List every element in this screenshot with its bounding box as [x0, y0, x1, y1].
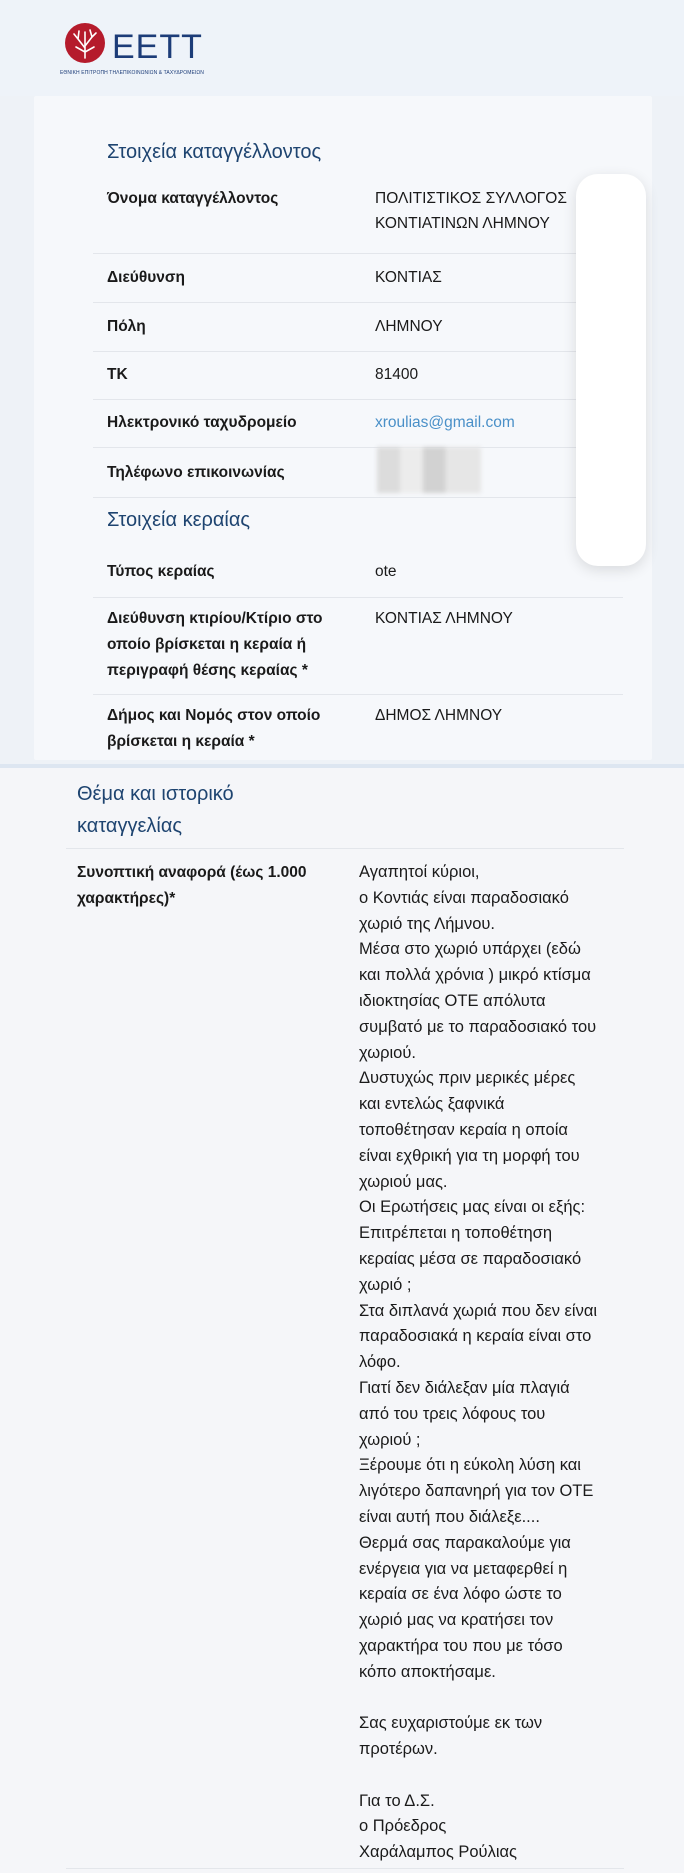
- row-antenna-address: [93, 598, 623, 695]
- antenna-section-title: Στοιχεία κεραίας: [107, 509, 251, 531]
- logo-subtitle: ΕΘΝΙΚΗ ΕΠΙΤΡΟΠΗ ΤΗΛΕΠΙΚΟΙΝΩΝΙΩΝ & ΤΑΧΥΔΡΟΜΕΙΩΝ: [60, 70, 204, 76]
- complaint-subject-card: [0, 764, 684, 1873]
- value-line: ΚΟΝΤΙΑΤΙΝΩΝ ΛΗΜΝΟΥ: [375, 215, 550, 232]
- logo-text: ΕΕΤΤ: [112, 28, 203, 66]
- row-complainant-name: [93, 184, 623, 254]
- row-value: ote: [375, 563, 397, 580]
- label-line: περιγραφή θέσης κεραίας *: [107, 662, 308, 679]
- row-value: ΛΗΜΝΟΥ: [375, 318, 443, 335]
- label-line: βρίσκεται η κεραία *: [107, 733, 255, 750]
- row-label: Τηλέφωνο επικοινωνίας: [107, 464, 285, 481]
- summary-line: παραδοσιακά η κεραία είναι στο: [359, 1327, 592, 1346]
- summary-line: Δυστυχώς πριν μερικές μέρες: [359, 1069, 576, 1088]
- summary-line: Μέσα στο χωριό υπάρχει (εδώ: [359, 940, 581, 959]
- summary-line: [359, 1763, 629, 1789]
- summary-text: [359, 860, 629, 1866]
- summary-line: χωριού ;: [359, 1430, 421, 1449]
- eett-logo[interactable]: [60, 20, 210, 82]
- summary-line: λιγότερο δαπανηρή για τον ΟΤΕ: [359, 1482, 594, 1501]
- row-value: ΚΟΝΤΙΑΣ ΛΗΜΝΟΥ: [375, 610, 513, 627]
- summary-line: τοποθέτησαν κεραία η οποία: [359, 1120, 568, 1139]
- row-label: [107, 606, 347, 684]
- row-antenna-type: [93, 549, 623, 598]
- row-label: [107, 703, 347, 755]
- summary-line: Ξέρουμε ότι η εύκολη λύση και: [359, 1456, 581, 1475]
- value-line: ΠΟΛΙΤΙΣΤΙΚΟΣ ΣΥΛΛΟΓΟΣ: [375, 190, 567, 207]
- summary-line: κόπο αποκτήσαμε.: [359, 1662, 496, 1681]
- row-phone: [93, 448, 623, 498]
- row-value: ΔΗΜΟΣ ΛΗΜΝΟΥ: [375, 707, 503, 724]
- summary-line: ενέργεια για να μεταφερθεί η: [359, 1559, 568, 1578]
- label-line: οποίο βρίσκεται η κεραία ή: [107, 636, 307, 653]
- summary-line: ιδιοκτησίας ΟΤΕ απόλυτα: [359, 991, 546, 1010]
- summary-line: ο Κοντιάς είναι παραδοσιακό: [359, 888, 569, 907]
- summary-line: χωριού μας.: [359, 1172, 448, 1191]
- row-value: 81400: [375, 366, 419, 383]
- row-label: Διεύθυνση: [107, 269, 185, 286]
- summary-line: προτέρων.: [359, 1740, 438, 1759]
- row-city: [93, 303, 623, 352]
- row-postal-code: [93, 352, 623, 400]
- summary-line: [359, 1686, 629, 1712]
- row-label: ΤΚ: [107, 366, 128, 383]
- summary-line: Σας ευχαριστούμε εκ των: [359, 1714, 543, 1733]
- summary-line: Θερμά σας παρακαλούμε για: [359, 1533, 571, 1552]
- summary-line: συμβατό με το παραδοσιακό του: [359, 1017, 597, 1036]
- floating-scroll-overlay[interactable]: [576, 174, 646, 566]
- row-email: [93, 400, 623, 448]
- label-line: χαρακτήρες)*: [77, 890, 176, 907]
- summary-line: Επιτρέπεται η τοποθέτηση: [359, 1224, 553, 1243]
- title-line: Θέμα και ιστορικό: [77, 783, 234, 805]
- summary-line: Οι Ερωτήσεις μας είναι οι εξής:: [359, 1198, 586, 1217]
- summary-line: είναι εχθρική για τη μορφή του: [359, 1146, 580, 1165]
- summary-line: κεραίας μέσα σε παραδοσιακό: [359, 1249, 582, 1268]
- row-label: Πόλη: [107, 318, 146, 335]
- summary-line: Στα διπλανά χωριά που δεν είναι: [359, 1301, 598, 1320]
- row-label: Όνομα καταγγέλλοντος: [107, 190, 279, 207]
- row-value: ΚΟΝΤΙΑΣ: [375, 269, 442, 286]
- summary-line: Χαράλαμπος Ρούλιας: [359, 1843, 517, 1862]
- complainant-section-title: Στοιχεία καταγγέλλοντος: [107, 141, 322, 163]
- summary-line: κεραία σε ένα λόφο ώστε το: [359, 1585, 562, 1604]
- summary-line: Αγαπητοί κύριοι,: [359, 863, 480, 881]
- row-label: Τύπος κεραίας: [107, 563, 215, 580]
- summary-line: ο Πρόεδρος: [359, 1817, 447, 1836]
- summary-line: είναι αυτή που διάλεξε....: [359, 1507, 540, 1526]
- divider: [66, 1868, 624, 1869]
- summary-line: από του τρεις λόφους του: [359, 1404, 546, 1423]
- label-line: Διεύθυνση κτιρίου/Κτίριο στο: [107, 610, 323, 627]
- email-link[interactable]: xroulias@gmail.com: [375, 414, 515, 431]
- subject-section-title: [77, 778, 357, 842]
- eett-tree-logo-icon: [64, 22, 106, 64]
- summary-line: και πολλά χρόνια ) μικρό κτίσμα: [359, 966, 591, 985]
- redacted-phone-value: [377, 447, 481, 493]
- page-header: [0, 0, 684, 96]
- row-municipality: [93, 695, 623, 759]
- label-line: Συνοπτική αναφορά (έως 1.000: [77, 864, 307, 881]
- summary-line: χωριό μας να κρατήσει τον: [359, 1611, 554, 1630]
- summary-line: χωριό ;: [359, 1275, 412, 1294]
- summary-line: χωριού.: [359, 1043, 416, 1062]
- summary-label: [77, 860, 337, 912]
- summary-line: λόφο.: [359, 1353, 401, 1372]
- summary-line: χαρακτήρα του που με τόσο: [359, 1636, 563, 1655]
- label-line: Δήμος και Νομός στον οποίο: [107, 707, 321, 724]
- summary-line: Γιατί δεν διάλεξαν μία πλαγιά: [359, 1378, 570, 1397]
- title-line: καταγγελίας: [77, 815, 183, 837]
- divider: [66, 848, 624, 849]
- summary-line: Για το Δ.Σ.: [359, 1791, 435, 1810]
- summary-line: χωριό της Λήμνου.: [359, 914, 495, 933]
- row-address: [93, 254, 623, 303]
- row-label: Ηλεκτρονικό ταχυδρομείο: [107, 414, 297, 431]
- summary-line: και εντελώς ξαφνικά: [359, 1095, 505, 1114]
